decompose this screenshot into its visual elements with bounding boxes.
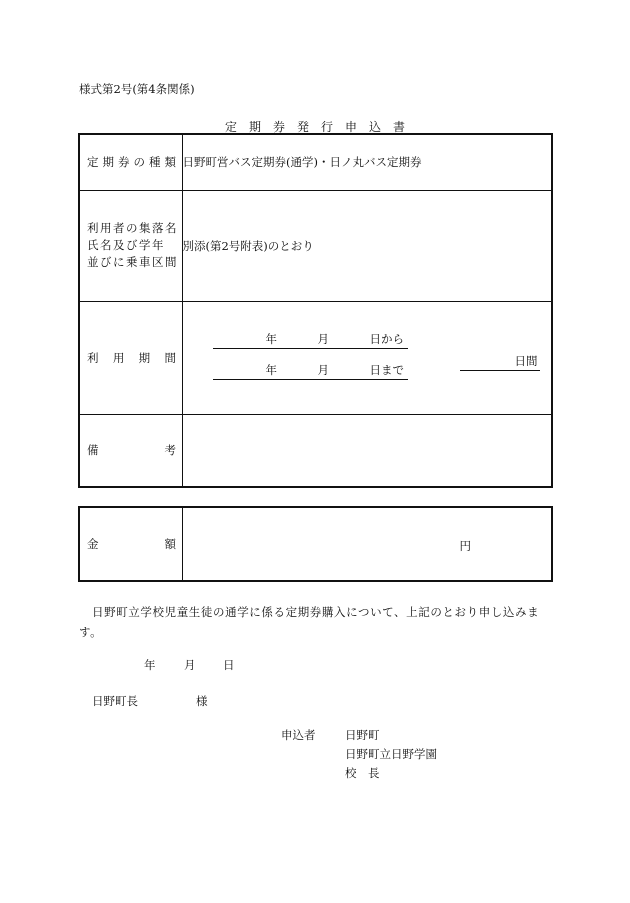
label-char: 備 [87,443,99,458]
remarks-value[interactable] [182,414,552,487]
amount-row [79,507,552,581]
label-char: 考 [164,443,176,458]
period-from-day: 日から [369,331,404,346]
user-label-line-2: 氏名及び学年 [87,238,165,252]
label-char: 間 [164,350,176,365]
period-label-text [87,350,176,366]
user-info-label [79,190,182,301]
period-to-month: 月 [317,362,329,377]
date-month: 月 [184,658,196,672]
applicant-line-2: 日野町立日野学園 [345,747,437,761]
remarks-label-text [87,442,176,458]
amount-table [78,506,553,582]
period-from-line[interactable] [213,332,408,349]
user-label-line-3: 並びに乗車区間 [87,255,178,269]
label-char: 用 [112,350,125,365]
applicant-line-1: 日野町 [345,728,380,742]
label-char: 種 [149,155,161,170]
period-from-month: 月 [317,331,329,346]
user-info-row [79,190,552,301]
ticket-kind-label-text [87,154,176,170]
period-to-year: 年 [265,362,277,377]
amount-label [79,507,182,581]
label-char: 金 [87,537,99,551]
applicant-line-3: 校 長 [345,766,380,780]
user-info-value[interactable]: 別添(第2号附表)のとおり [182,190,552,301]
label-char: 期 [102,155,114,170]
label-char: の [133,155,145,170]
period-days-field[interactable] [460,354,540,371]
label-char: 額 [164,537,176,551]
label-char: 類 [164,155,176,170]
label-char: 利 [87,350,99,365]
remarks-row [79,414,552,487]
period-days-suffix: 日間 [514,353,538,368]
ticket-kind-label [79,134,182,190]
label-char: 定 [87,155,99,170]
period-from-year: 年 [265,331,277,346]
remarks-label [79,414,182,487]
addressee-name: 日野町長 [92,694,138,708]
user-label-line-1: 利用者の集落名 [87,221,178,235]
date-year: 年 [144,658,156,672]
applicant-label: 申込者 [281,728,316,742]
period-value[interactable] [182,301,552,414]
period-row [79,301,552,414]
period-to-line[interactable] [213,363,408,380]
label-char: 期 [138,350,151,365]
application-table [78,133,553,488]
form-title: 定期券発行申込書 [224,120,417,134]
ticket-kind-value[interactable]: 日野町営バス定期券(通学)・日ノ丸バス定期券 [182,134,552,190]
period-to-day: 日まで [369,362,404,377]
amount-value[interactable] [182,507,552,581]
statement-text: 日野町立学校児童生徒の通学に係る定期券購入について、上記のとおり申し込みます。 [79,605,540,639]
amount-label-text [87,536,176,552]
period-label [79,301,182,414]
label-char: 券 [118,155,130,170]
amount-unit: 円 [459,539,471,553]
form-number: 様式第2号(第4条関係) [79,82,195,96]
ticket-kind-row [79,134,552,190]
date-day: 日 [223,658,235,672]
addressee-honorific: 様 [196,694,208,708]
